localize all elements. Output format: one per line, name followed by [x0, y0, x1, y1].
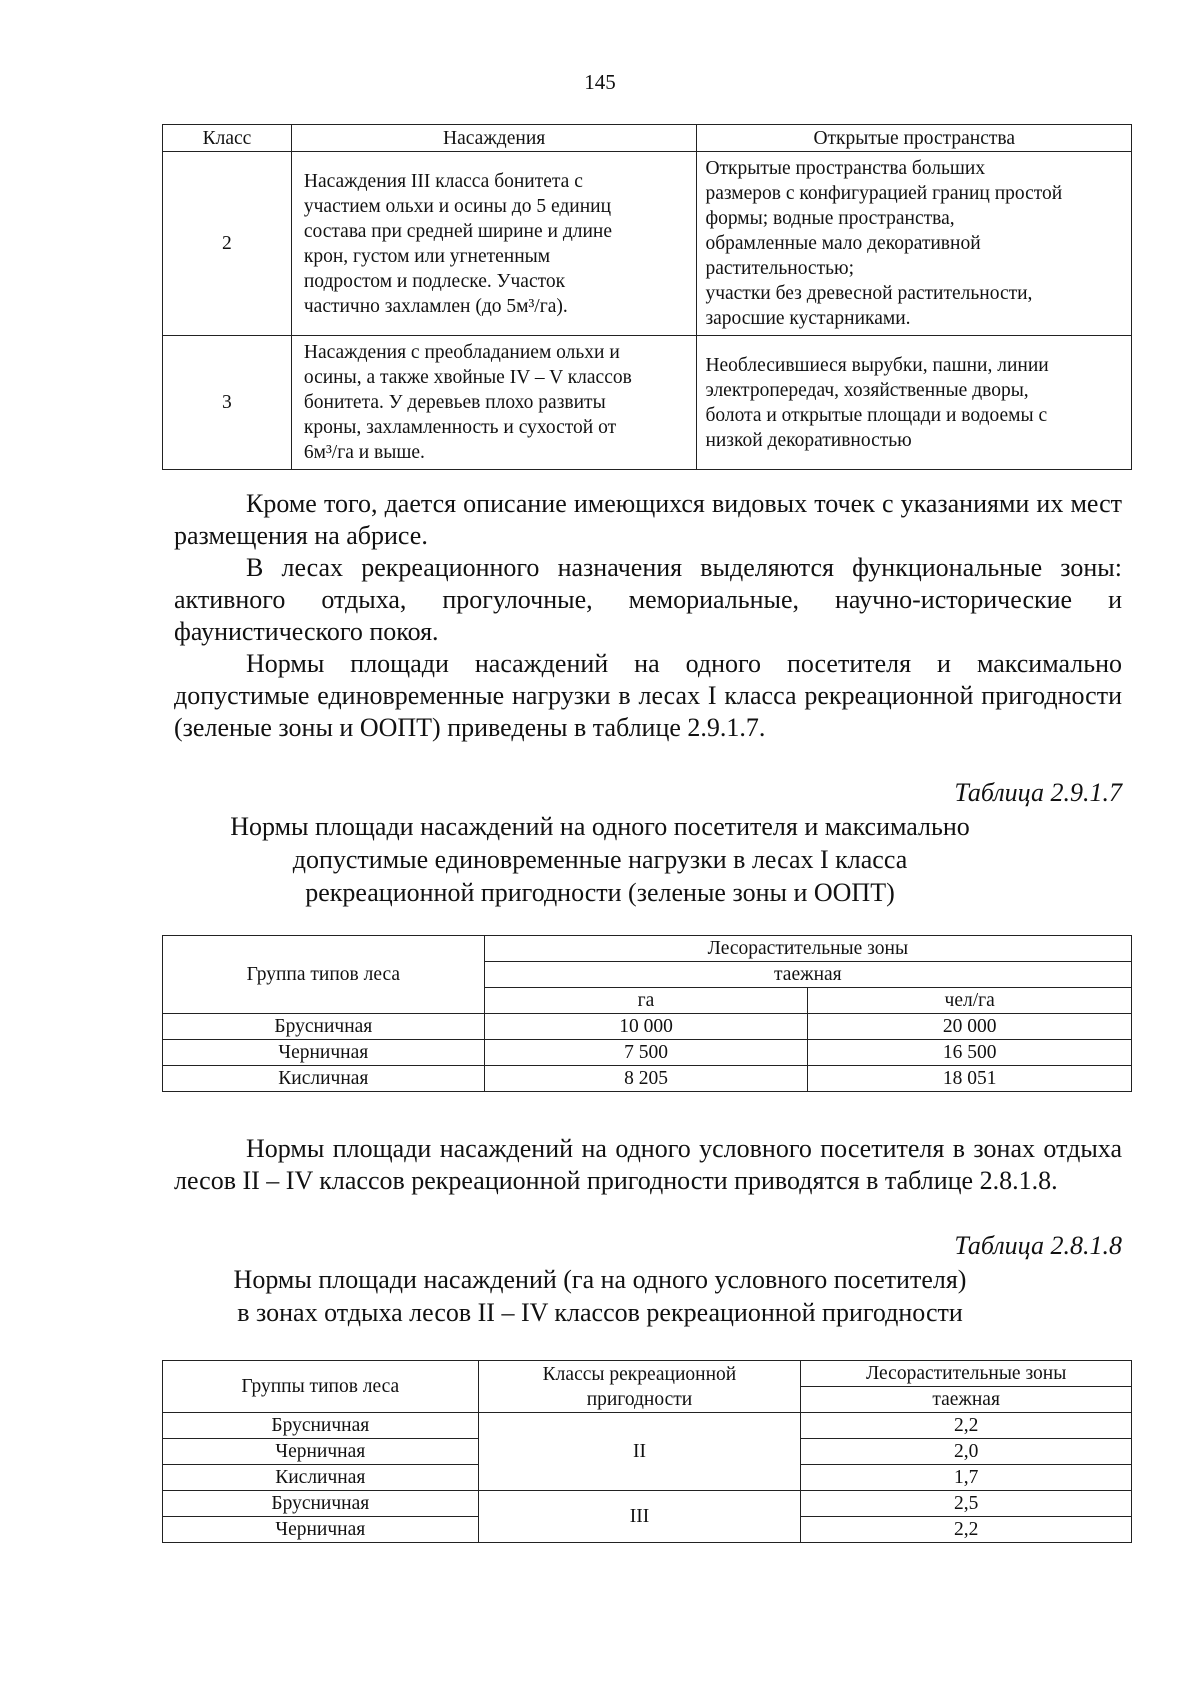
header-open-spaces: Открытые пространства	[697, 125, 1132, 152]
ha-cell: 7 500	[484, 1040, 808, 1066]
open-spaces-cell	[697, 336, 1132, 470]
people-cell: 18 051	[808, 1066, 1132, 1092]
table-header-row	[163, 936, 1132, 962]
table-label-2818: Таблица 2.8.1.8	[954, 1231, 1122, 1260]
table-row	[163, 152, 1132, 336]
body-text-block-1	[174, 488, 1122, 744]
group-cell: Черничная	[163, 1439, 479, 1465]
title-line: допустимые единовременные нагрузки в лесах I класса	[292, 845, 908, 874]
group-cell: Брусничная	[163, 1413, 479, 1439]
text-line: участки без древесной растительности,	[705, 283, 1033, 304]
text-line: Открытые пространства больших	[705, 158, 986, 179]
paragraph: В лесах рекреационного назначения выделяются функциональные зоны: активного отдыха, прогулочные, мемориальные, научно-исторические и фаунистического покоя.	[174, 553, 1122, 646]
title-line: в зонах отдыха лесов II – IV классов рекреационной пригодности	[237, 1298, 963, 1327]
text-line: бонитета. У деревьев плохо развиты	[303, 392, 606, 413]
group-cell: Брусничная	[163, 1014, 485, 1040]
table-row	[163, 336, 1132, 470]
page-number: 145	[584, 70, 616, 94]
text-line: низкой декоративностью	[705, 429, 912, 451]
table-row	[163, 1066, 1132, 1092]
group-cell: Кисличная	[163, 1465, 479, 1491]
value-cell: 2,5	[801, 1491, 1132, 1517]
text-line: частично захламлен (до 5м³/га).	[303, 295, 568, 317]
text-line: Необлесившиеся вырубки, пашни, линии	[705, 354, 1049, 376]
title-line: рекреационной пригодности (зеленые зоны и ООПТ)	[305, 878, 895, 907]
value-cell: 2,2	[801, 1413, 1132, 1439]
text-line: болота и открытые площади и водоемы с	[705, 404, 1048, 426]
header-ha: га	[484, 988, 808, 1014]
text-line: 6м³/га и выше.	[303, 442, 425, 463]
group-cell: Черничная	[163, 1517, 479, 1543]
group-cell: Кисличная	[163, 1066, 485, 1092]
ha-cell: 10 000	[484, 1014, 808, 1040]
title-line: Нормы площади насаждений (га на одного условного посетителя)	[233, 1265, 967, 1294]
table-row	[163, 1491, 1132, 1517]
table-title-2917	[0, 810, 1200, 909]
class-cell: III	[478, 1491, 801, 1543]
header-classes	[478, 1361, 801, 1413]
group-cell: Черничная	[163, 1040, 485, 1066]
header-line: пригодности	[586, 1388, 693, 1410]
table-row	[163, 1040, 1132, 1066]
body-text-block-2	[174, 1133, 1122, 1197]
ha-cell: 8 205	[484, 1066, 808, 1092]
header-forest-groups: Группы типов леса	[163, 1361, 479, 1413]
header-line: Классы рекреационной	[542, 1363, 737, 1385]
header-people-per-ha: чел/га	[808, 988, 1132, 1014]
paragraph: Кроме того, дается описание имеющихся видовых точек с указаниями их мест размещения на абрисе.	[174, 489, 1122, 550]
table-row	[163, 1014, 1132, 1040]
table-header-row	[163, 125, 1132, 152]
people-cell: 16 500	[808, 1040, 1132, 1066]
text-line: крон, густом или угнетенным	[303, 245, 551, 267]
table-row	[163, 1413, 1132, 1439]
text-line: кроны, захламленность и сухостой от	[303, 417, 617, 438]
header-forest-group: Группа типов леса	[163, 936, 485, 1014]
paragraph: Нормы площади насаждений на одного посетителя и максимально допустимые единовременные нагрузки в лесах I класса рекреационной пригодности (зеленые зоны и ООПТ) приведены в таблице 2.9.1.7.	[174, 649, 1122, 742]
plantings-cell	[291, 152, 697, 336]
class-cell: 2	[163, 152, 292, 336]
table-label-2917: Таблица 2.9.1.7	[954, 778, 1122, 807]
table-header-row	[163, 1361, 1132, 1387]
value-cell: 2,2	[801, 1517, 1132, 1543]
text-line: электропередач, хозяйственные дворы,	[705, 379, 1029, 401]
header-taiga: таежная	[801, 1387, 1132, 1413]
title-line: Нормы площади насаждений на одного посетителя и максимально	[230, 812, 970, 841]
group-cell: Брусничная	[163, 1491, 479, 1517]
people-cell: 20 000	[808, 1014, 1132, 1040]
text-line: заросшие кустарниками.	[705, 308, 911, 329]
text-line: размеров с конфигурацией границ простой	[705, 183, 1063, 204]
text-line: состава при средней ширине и длине	[303, 220, 613, 242]
text-line: участием ольхи и осины до 5 единиц	[303, 195, 612, 217]
visitor-norms-table	[162, 935, 1132, 1092]
text-line: Насаждения III класса бонитета с	[303, 170, 583, 192]
text-line: осины, а также хвойные IV – V классов	[303, 367, 632, 388]
class-cell: 3	[163, 336, 292, 470]
conditional-visitor-table	[162, 1360, 1132, 1543]
paragraph: Нормы площади насаждений на одного условного посетителя в зонах отдыха лесов II – IV классов рекреационной пригодности приводятся в таблице 2.8.1.8.	[174, 1134, 1122, 1195]
header-plantings: Насаждения	[291, 125, 697, 152]
header-zones: Лесорастительные зоны	[484, 936, 1131, 962]
text-line: подростом и подлеске. Участок	[303, 270, 566, 292]
text-line: обрамленные мало декоративной	[705, 233, 981, 254]
text-line: растительностью;	[705, 258, 854, 279]
table-title-2818	[0, 1263, 1200, 1329]
recreation-class-table	[162, 124, 1132, 470]
text-line: Насаждения с преобладанием ольхи и	[303, 342, 620, 363]
class-cell: II	[478, 1413, 801, 1491]
header-zones: Лесорастительные зоны	[801, 1361, 1132, 1387]
value-cell: 1,7	[801, 1465, 1132, 1491]
text-line: формы; водные пространства,	[705, 208, 955, 229]
open-spaces-cell	[697, 152, 1132, 336]
value-cell: 2,0	[801, 1439, 1132, 1465]
header-class: Класс	[163, 125, 292, 152]
header-taiga: таежная	[484, 962, 1131, 988]
plantings-cell	[291, 336, 697, 470]
